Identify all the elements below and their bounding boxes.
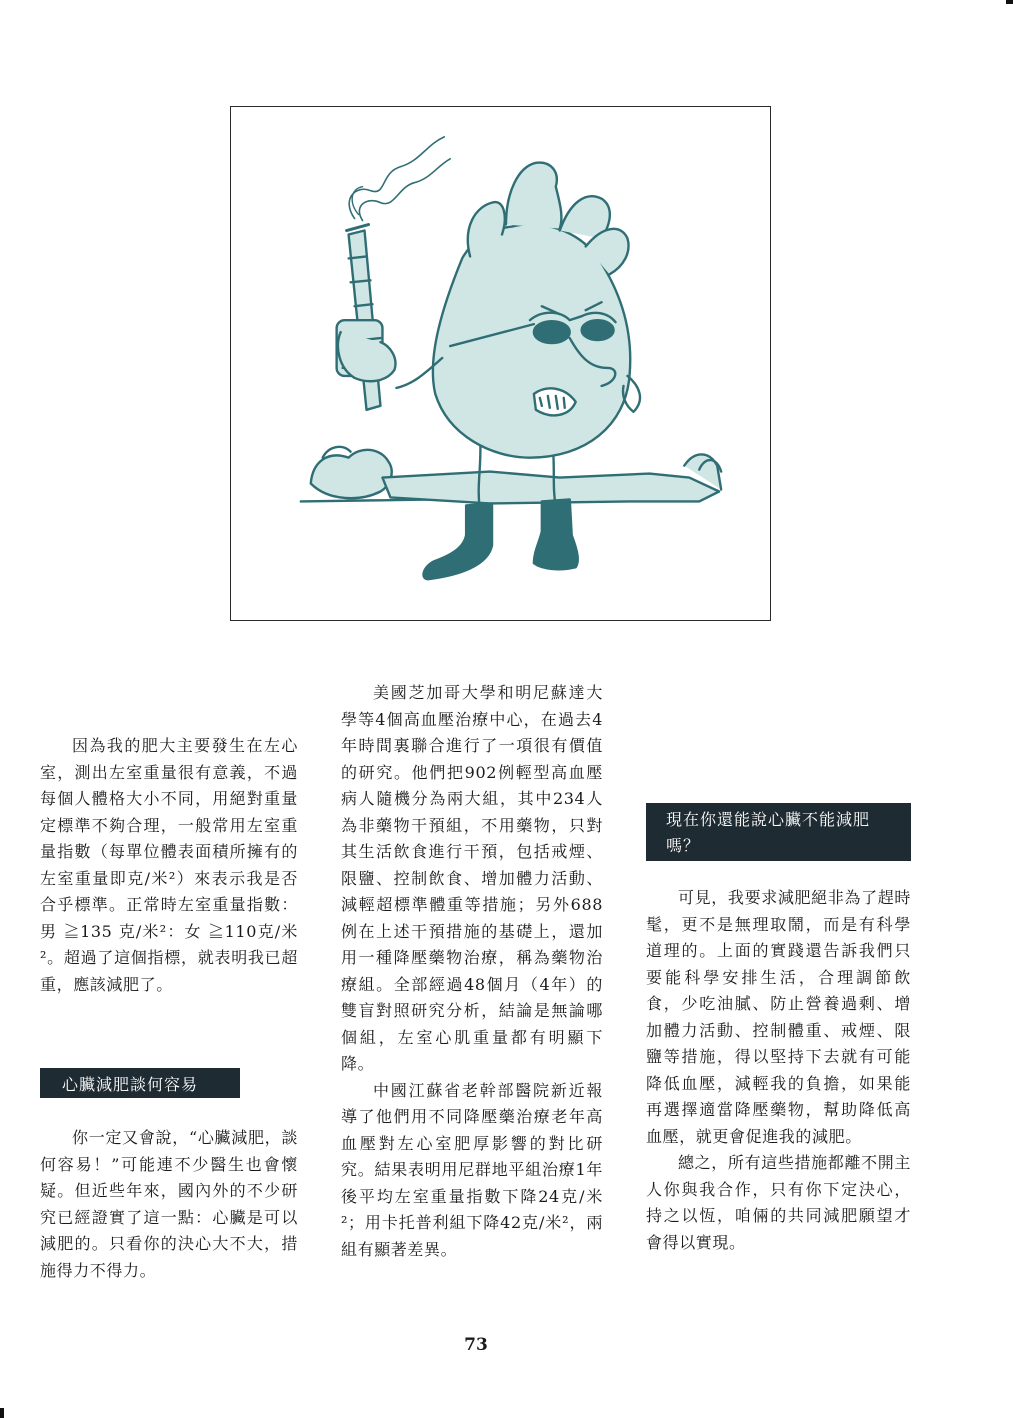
paragraph: 中國江蘇省老幹部醫院新近報導了他們用不同降壓藥治療老年高血壓對左心室肥厚影響的對比研究。結果表明用尼群地平組治療1年後平均左室重量指數下降24克/米²；用卡托普利組下降42克/米²，兩組有顯著差異。 <box>341 1080 603 1259</box>
paragraph: 可見，我要求減肥絕非為了趕時髦，更不是無理取鬧，而是有科學道理的。上面的實踐還告訴我們只要能科學安排生活，合理調節飲食，少吃油膩、防止營養過剩、增加體力活動、控制體重、戒煙、限鹽等措施，得以堅持下去就有可能降低血壓，減輕我的負擔，如果能再選擇適當降壓藥物，幫助降低高血壓，就更會促進我的減肥。 <box>646 888 911 1146</box>
column-right <box>646 885 911 1256</box>
paragraph: 美國芝加哥大學和明尼蘇達大學等4個高血壓治療中心，在過去4年時間裏聯合進行了一項很有價值的研究。他們把902例輕型高血壓病人隨機分為兩大組，其中234人為非藥物干預組，不用藥物，只對其生活飲食進行干預，包括戒煙、限鹽、控制飲食、增加體力活動、減輕超標準體重等措施；另外688例在上述干預措施的基礎上，還加用一種降壓藥物治療，稱為藥物治療組。全部經過48個月（4年）的雙盲對照研究分析，結論是無論哪個組，左室心肌重量都有明顯下降。 <box>341 683 603 1073</box>
smoke <box>349 137 444 219</box>
right-boot <box>534 499 578 569</box>
scan-mark <box>0 1408 4 1418</box>
column-left-lower <box>40 1125 298 1284</box>
scan-mark <box>1006 0 1013 4</box>
section-heading: 心臟減肥談何容易 <box>40 1068 240 1098</box>
paragraph: 總之，所有這些措施都離不開主人你與我合作，只有你下定決心，持之以恆，咱倆的共同減肥願望才會得以實現。 <box>646 1153 911 1252</box>
column-left <box>40 733 298 998</box>
left-boot <box>424 503 493 579</box>
column-middle <box>341 680 603 1263</box>
heart-gunman-illustration <box>231 107 770 620</box>
illustration-frame <box>230 106 771 621</box>
paragraph: 你一定又會說，“心臟減肥，談何容易！”可能連不少醫生也會懷疑。但近些年來，國內外的不少研究已經證實了這一點：心臟是可以減肥的。只看你的決心大不大，措施得力不得力。 <box>40 1128 298 1280</box>
section-heading: 現在你還能說心臟不能減肥嗎？ <box>646 803 911 861</box>
paragraph: 因為我的肥大主要發生在左心室，測出左室重量很有意義，不過每個人體格大小不同，用絕對重量定標準不夠合理，一般常用左室重量指數（每單位體表面積所擁有的左室重量即克/米²）來表示我是否合乎標準。正常時左室重量指數：男 ≧135 克/米²：女 ≧110克/米²。超過了這個指標，就表明我已超重，應該減肥了。 <box>40 736 298 994</box>
page-number: 73 <box>464 1335 488 1355</box>
